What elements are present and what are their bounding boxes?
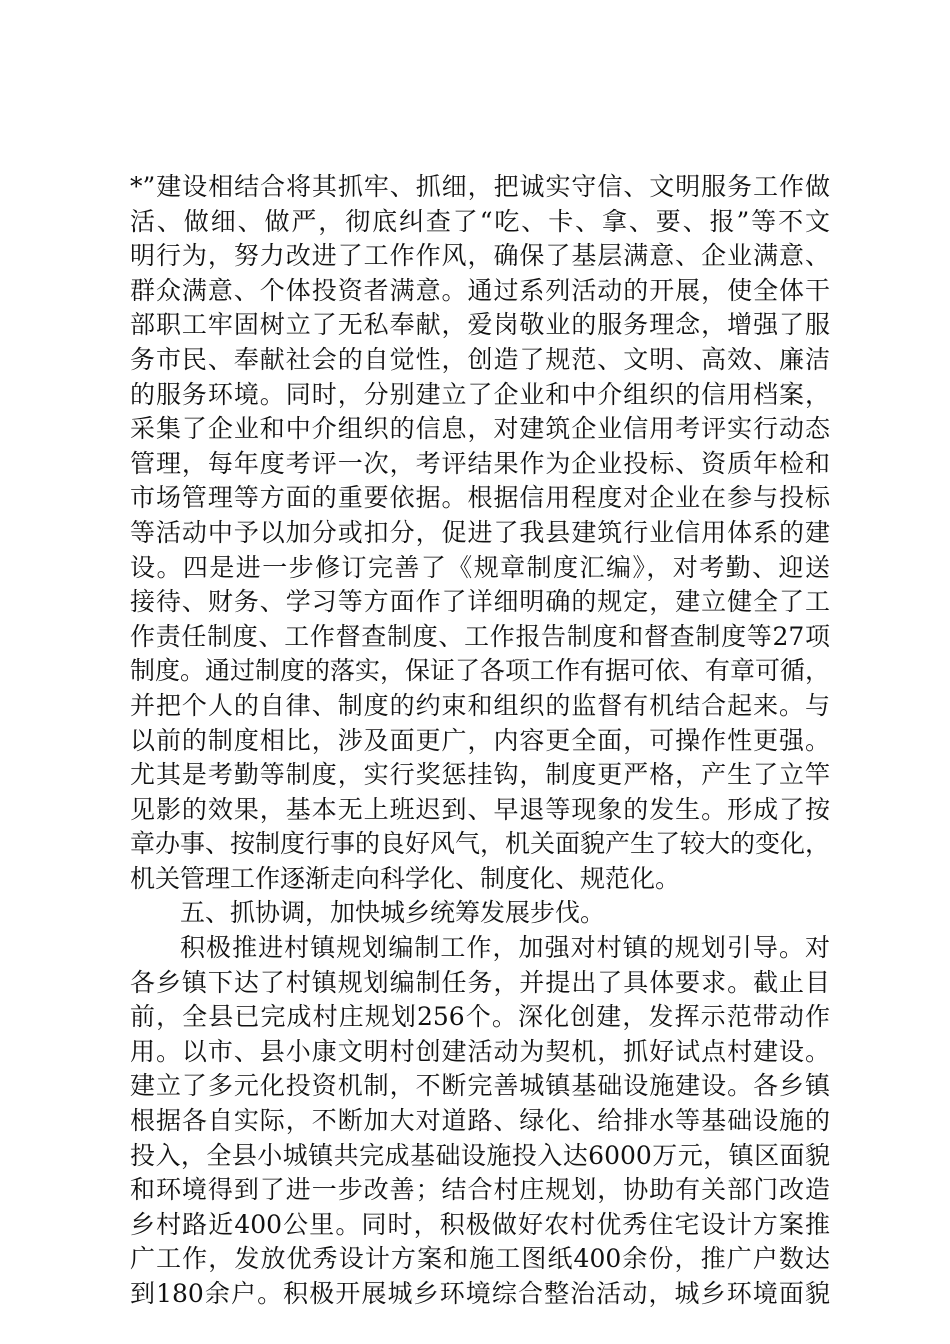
- text-line: 部职工牢固树立了无私奉献，爱岗敬业的服务理念，增强了服: [130, 310, 830, 340]
- body-text: [130, 170, 830, 1312]
- text-line: 和环境得到了进一步改善；结合村庄规划，协助有关部门改造: [130, 1175, 830, 1205]
- text-line: 各乡镇下达了村镇规划编制任务，并提出了具体要求。截止目: [130, 967, 830, 997]
- text-line: 投入，全县小城镇共完成基础设施投入达6000万元，镇区面貌: [130, 1140, 830, 1170]
- text-line: 尤其是考勤等制度，实行奖惩挂钩，制度更严格，产生了立竿: [130, 760, 830, 790]
- text-line: 建立了多元化投资机制，不断完善城镇基础设施建设。各乡镇: [130, 1071, 830, 1101]
- text-line: 广工作，发放优秀设计方案和施工图纸400余份，推广户数达: [130, 1244, 830, 1274]
- text-line: 章办事、按制度行事的良好风气，机关面貌产生了较大的变化，: [130, 829, 831, 859]
- text-line: 接待、财务、学习等方面作了详细明确的规定，建立健全了工: [130, 587, 830, 617]
- text-line: 等活动中予以加分或扣分，促进了我县建筑行业信用体系的建: [130, 517, 830, 547]
- text-line: 市场管理等方面的重要依据。根据信用程度对企业在参与投标: [130, 483, 830, 513]
- text-line: 乡村路近400公里。同时，积极做好农村优秀住宅设计方案推: [130, 1209, 830, 1239]
- text-line: *”建设相结合将其抓牢、抓细，把诚实守信、文明服务工作做: [130, 172, 830, 201]
- text-line: 并把个人的自律、制度的约束和组织的监督有机结合起来。与: [130, 690, 830, 720]
- text-line: 根据各自实际，不断加大对道路、绿化、给排水等基础设施的: [130, 1106, 830, 1136]
- text-line: 采集了企业和中介组织的信息，对建筑企业信用考评实行动态: [130, 414, 830, 444]
- text-line: 的服务环境。同时，分别建立了企业和中介组织的信用档案，: [130, 379, 830, 409]
- text-line: 管理，每年度考评一次，考评结果作为企业投标、资质年检和: [130, 448, 830, 478]
- text-line: 作责任制度、工作督查制度、工作报告制度和督查制度等27项: [130, 621, 830, 651]
- text-line: 制度。通过制度的落实，保证了各项工作有据可依、有章可循，: [130, 656, 831, 686]
- text-line: 群众满意、个体投资者满意。通过系列活动的开展，使全体干: [130, 275, 830, 305]
- text-line: 设。四是进一步修订完善了《规章制度汇编》，对考勤、迎送: [130, 552, 830, 582]
- text-line: 五、抓协调，加快城乡统筹发展步伐。: [180, 898, 606, 928]
- text-line: 积极推进村镇规划编制工作，加强对村镇的规划引导。对: [180, 933, 830, 963]
- text-line: 务市民、奉献社会的自觉性，创造了规范、文明、高效、廉洁: [130, 344, 830, 374]
- text-line: 以前的制度相比，涉及面更广，内容更全面，可操作性更强。: [130, 725, 830, 755]
- text-line: 用。以市、县小康文明村创建活动为契机，抓好试点村建设。: [130, 1036, 830, 1066]
- text-line: 活、做细、做严，彻底纠查了“吃、卡、拿、要、报”等不文: [130, 206, 830, 236]
- text-line: 到180余户。积极开展城乡环境综合整治活动，城乡环境面貌: [130, 1279, 830, 1308]
- text-line: 前，全县已完成村庄规划256个。深化创建，发挥示范带动作: [130, 1002, 830, 1032]
- text-line: 机关管理工作逐渐走向科学化、制度化、规范化。: [130, 863, 681, 893]
- text-line: 见影的效果，基本无上班迟到、早退等现象的发生。形成了按: [130, 794, 830, 824]
- text-line: 明行为，努力改进了工作作风，确保了基层满意、企业满意、: [130, 241, 830, 271]
